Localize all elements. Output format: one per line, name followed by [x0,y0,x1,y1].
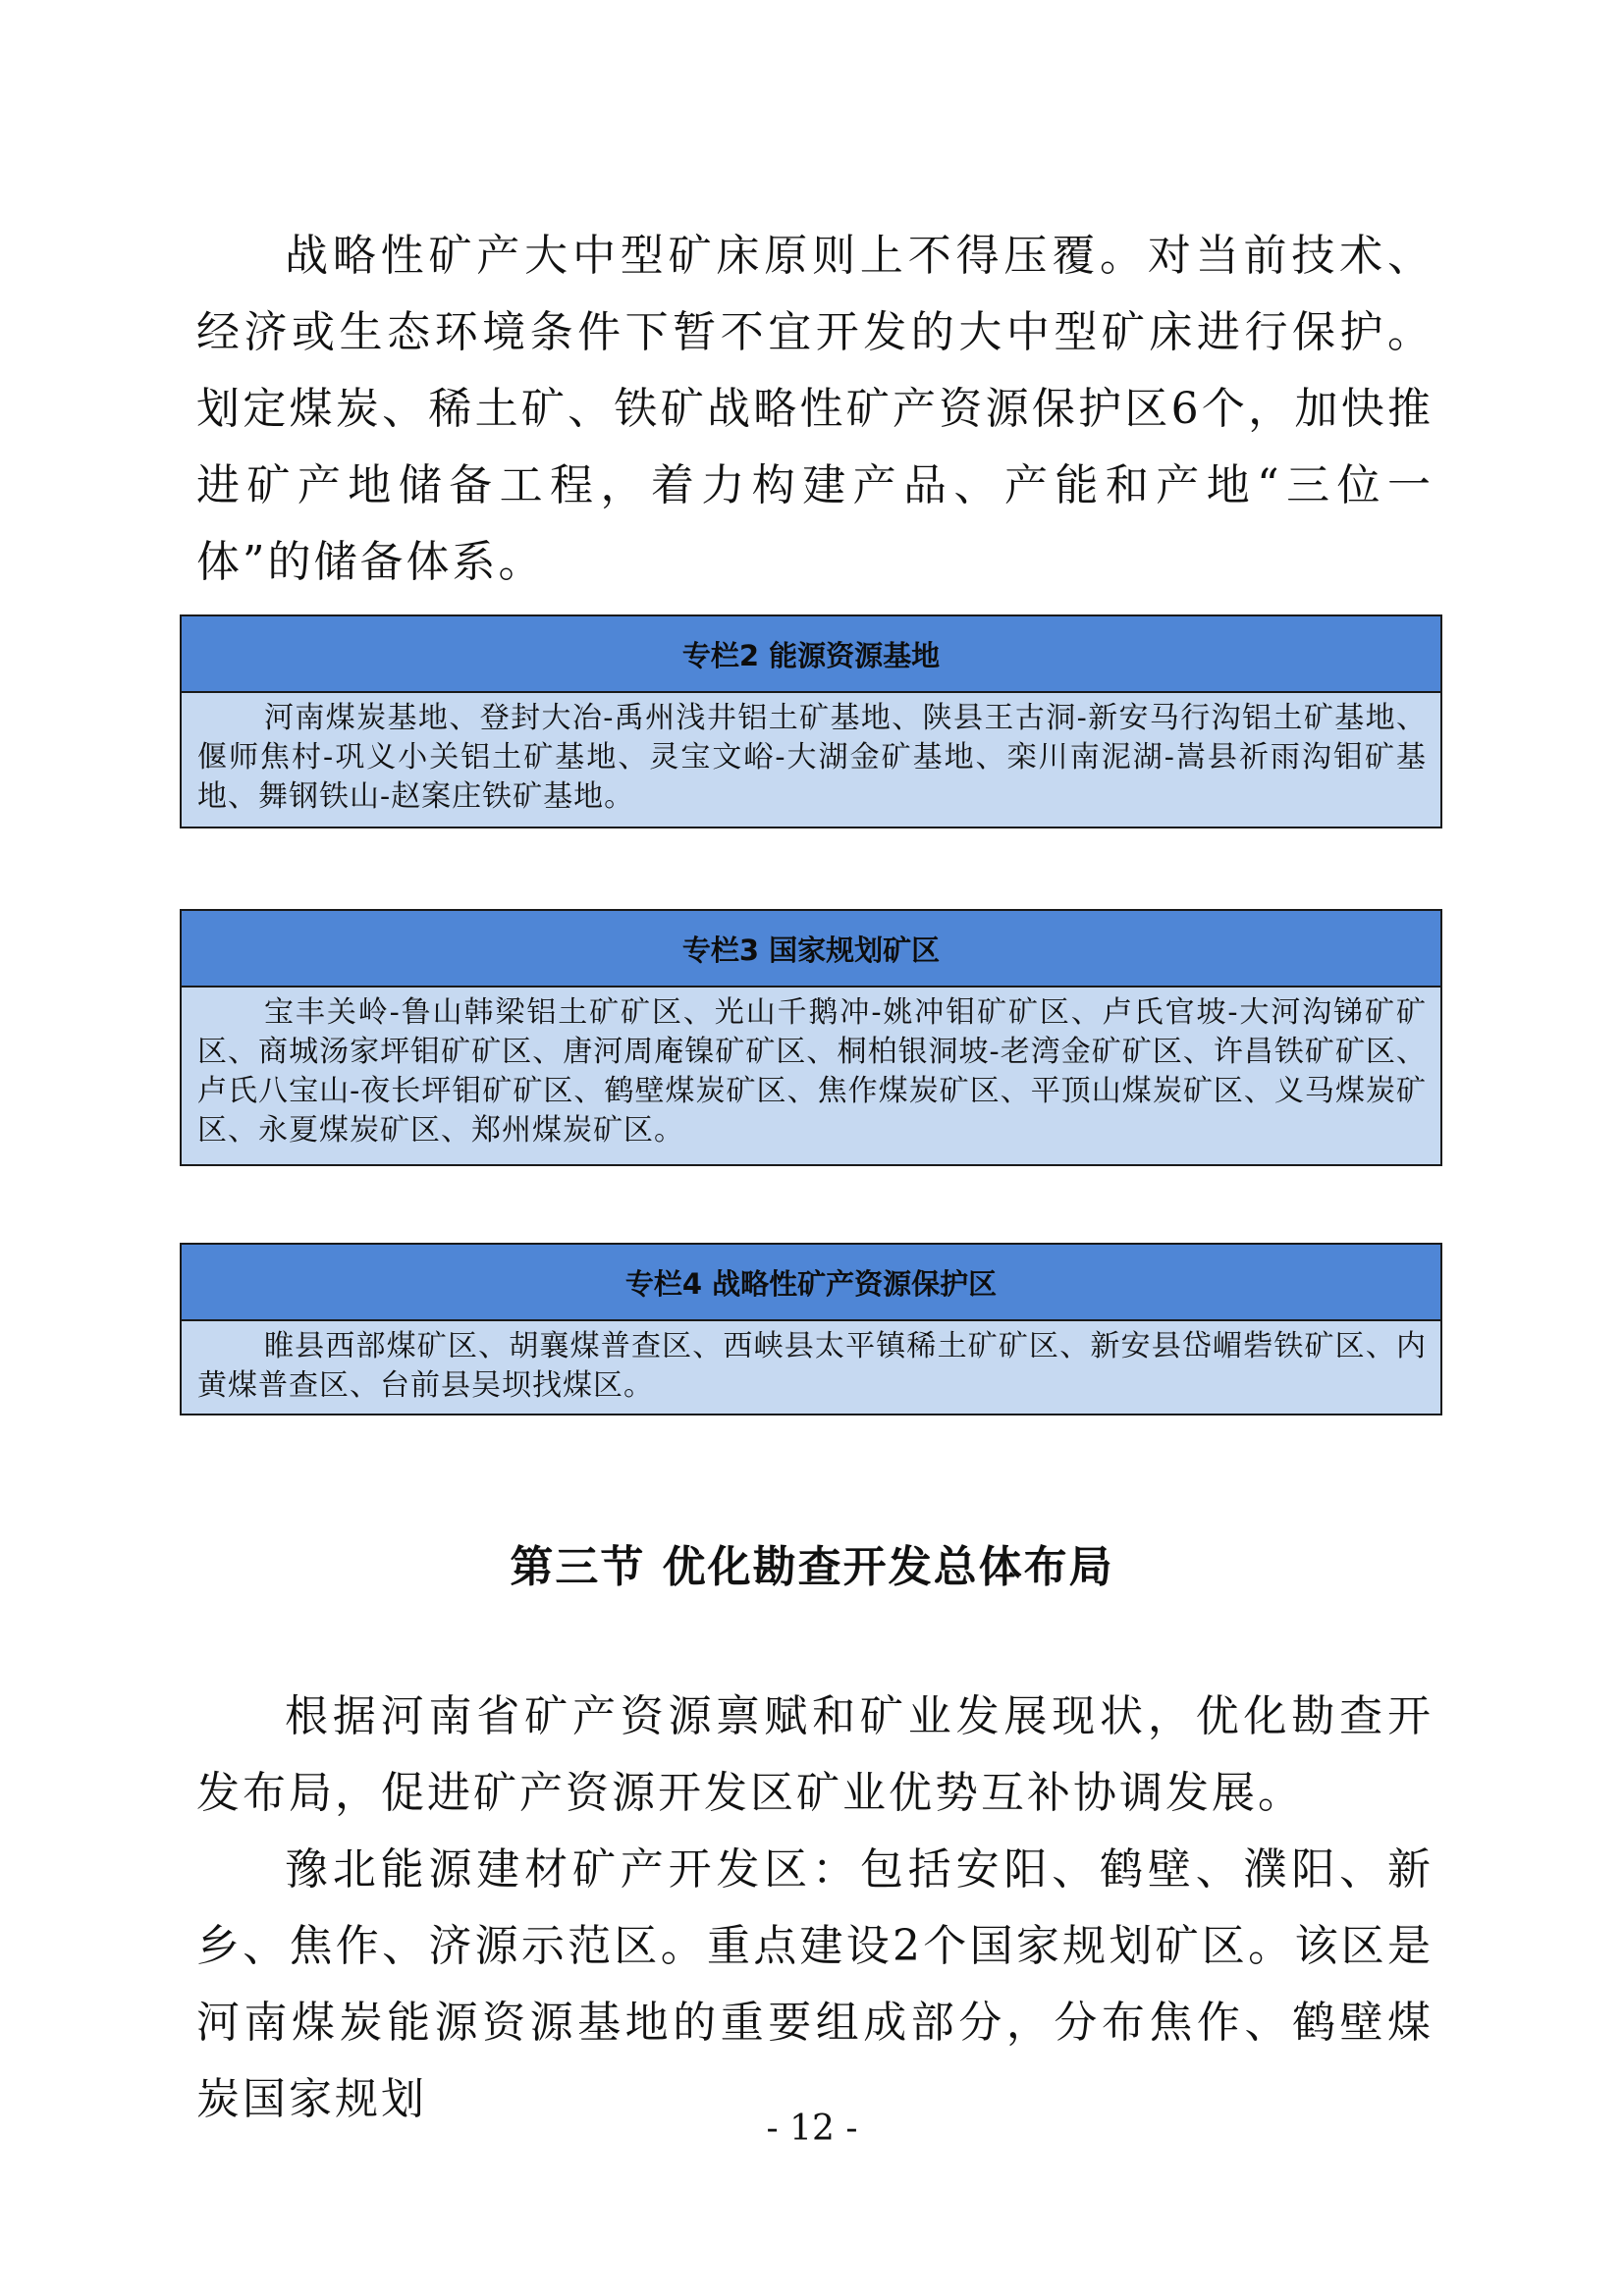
paragraph-layout-optimization: 根据河南省矿产资源禀赋和矿业发展现状，优化勘查开发布局，促进矿产资源开发区矿业优势互补协调发展。 [196,1691,1434,1818]
column-box-title: 专栏2 能源资源基地 [182,616,1440,693]
column-box-title: 专栏3 国家规划矿区 [182,911,1440,988]
column-box-body: 睢县西部煤矿区、胡襄煤普查区、西峡县太平镇稀土矿矿区、新安县岱嵋砦铁矿区、内黄煤普查区、台前县吴坝找煤区。 [197,1329,1427,1403]
paragraph-strategic-minerals: 战略性矿产大中型矿床原则上不得压覆。对当前技术、经济或生态环境条件下暂不宜开发的大中型矿床进行保护。划定煤炭、稀土矿、铁矿战略性矿产资源保护区6个，加快推进矿产地储备工程，着力构建产品、产能和产地“三位一体”的储备体系。 [196,231,1434,587]
paragraph-northern-henan-zone: 豫北能源建材矿产开发区：包括安阳、鹤壁、濮阳、新乡、焦作、济源示范区。重点建设2个国家规划矿区。该区是河南煤炭能源资源基地的重要组成部分，分布焦作、鹤壁煤炭国家规划 [196,1844,1434,2124]
column-box-body: 河南煤炭基地、登封大冶-禹州浅井铝土矿基地、陕县王古洞-新安马行沟铝土矿基地、偃师焦村-巩义小关铝土矿基地、灵宝文峪-大湖金矿基地、栾川南泥湖-嵩县祈雨沟钼矿基地、舞钢铁山-赵案庄铁矿基地。 [197,701,1427,814]
section-heading: 第三节 优化勘查开发总体布局 [510,1542,1114,1592]
page-number: - 12 - [766,2109,858,2149]
column-box-title: 专栏4 战略性矿产资源保护区 [182,1245,1440,1321]
column-box-protection-zones [180,1243,1442,1415]
column-box-body: 宝丰关岭-鲁山韩梁铝土矿矿区、光山千鹅冲-姚冲钼矿矿区、卢氏官坡-大河沟锑矿矿区、商城汤家坪钼矿矿区、唐河周庵镍矿矿区、桐柏银洞坡-老湾金矿矿区、许昌铁矿矿区、卢氏八宝山-夜长坪钼矿矿区、鹤壁煤炭矿区、焦作煤炭矿区、平顶山煤炭矿区、义马煤炭矿区、永夏煤炭矿区、郑州煤炭矿区。 [197,995,1427,1148]
column-box-planned-mining-areas [180,909,1442,1166]
column-box-energy-bases [180,614,1442,828]
